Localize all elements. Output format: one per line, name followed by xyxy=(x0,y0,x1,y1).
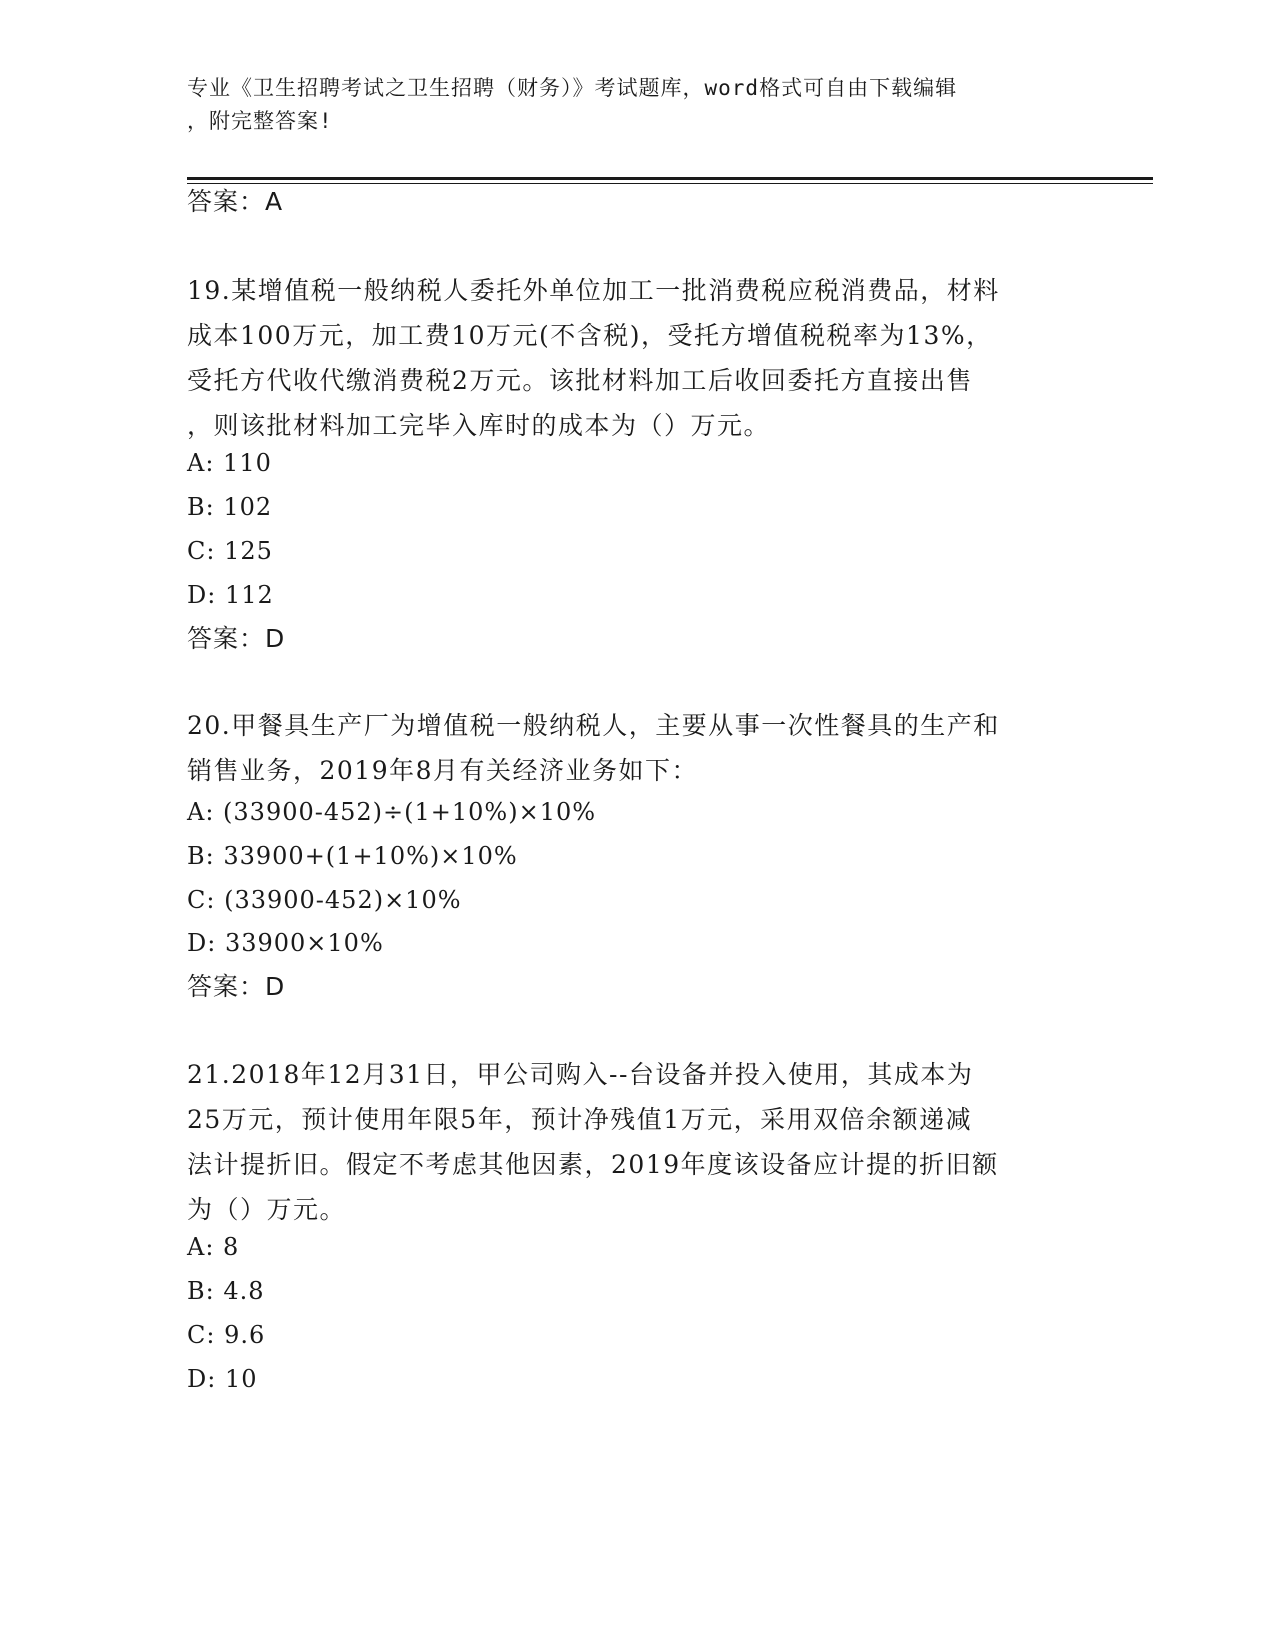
question-21-option-d: D: 10 xyxy=(187,1365,258,1393)
question-19-stem: 19.某增值税一般纳税人委托外单位加工一批消费税应税消费品，材料 成本100万元，加工费10万元(不含税)，受托方增值税税率为13%， 受托方代收代缴消费税2万元。该批材料加工后收回委托方直接出售 ，则该批材料加工完毕入库时的成本为（）万元。 xyxy=(187,276,1000,440)
header-rule-thin xyxy=(187,183,1153,184)
question-19-option-b: B: 102 xyxy=(187,493,273,521)
question-21-option-c: C: 9.6 xyxy=(187,1321,266,1349)
question-20-option-c: C: (33900-452)×10% xyxy=(187,886,462,914)
question-19-option-d: D: 112 xyxy=(187,581,274,609)
question-21-stem: 21.2018年12月31日，甲公司购入--台设备并投入使用，其成本为 25万元，预计使用年限5年，预计净残值1万元，采用双倍余额递减 法计提折旧。假定不考虑其他因素，2019年度该设备应计提的折旧额 为（）万元。 xyxy=(187,1060,999,1224)
question-20-option-b: B: 33900+(1+10%)×10% xyxy=(187,842,518,870)
previous-answer: 答案：A xyxy=(187,187,284,216)
question-21-option-a: A: 8 xyxy=(187,1233,240,1261)
question-19-option-a: A: 110 xyxy=(187,449,272,477)
question-20-option-d: D: 33900×10% xyxy=(187,929,384,957)
question-20-answer: 答案：D xyxy=(187,972,286,1001)
question-20-option-a: A: (33900-452)÷(1+10%)×10% xyxy=(187,798,597,826)
question-19-answer: 答案：D xyxy=(187,624,286,653)
page-header: 专业《卫生招聘考试之卫生招聘（财务）》考试题库，word格式可自由下载编辑 ，附完整答案! xyxy=(187,76,958,133)
question-20-stem: 20.甲餐具生产厂为增值税一般纳税人，主要从事一次性餐具的生产和 销售业务，2019年8月有关经济业务如下： xyxy=(187,711,1000,785)
question-19-option-c: C: 125 xyxy=(187,537,273,565)
question-21-option-b: B: 4.8 xyxy=(187,1277,265,1305)
header-rule-thick xyxy=(187,177,1153,180)
